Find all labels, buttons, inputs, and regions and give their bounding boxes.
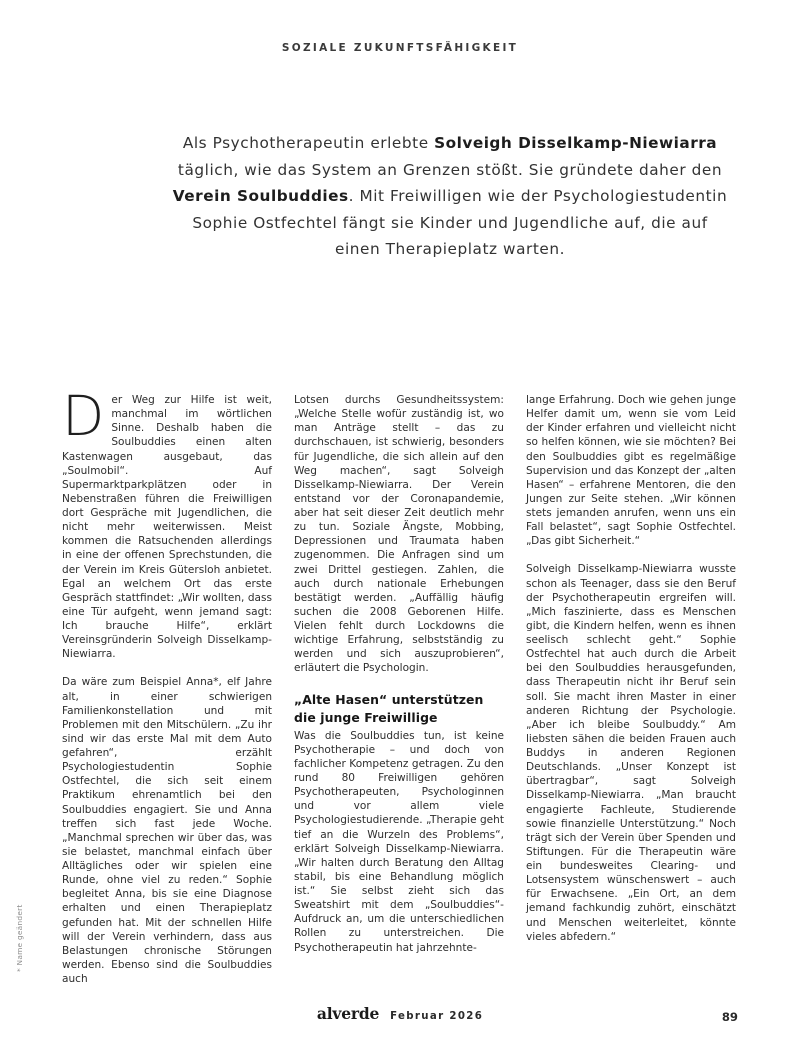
section-subheading	[294, 692, 504, 726]
page-number: 89	[721, 1010, 738, 1024]
footer-imprint	[317, 1004, 483, 1023]
body-paragraph: Was die Soulbuddies tun, ist keine Psychotherapie – und doch von fachlicher Kompetenz getragen. Zu den rund 80 Freiwilligen gehören Psychotherapeuten, Psychologinnen und vor allem viele Psychologiestudierende. „Therapie geht tief an die Wurzeln des Problems“, erklärt Solveigh Disselkamp-Niewiarra. „Wir halten durch Beratung den Alltag stabil, bis eine Behandlung möglich ist.“ Sie selbst zieht sich das Sweatshirt mit dem „Soulbuddies“-Aufdruck an, um die unterschiedlichen Rollen zu unterstreichen. Die Psychotherapeutin hat jahrzehnte-	[294, 729, 504, 954]
lead-highlight: Solveigh Disselkamp-Niewiarra	[434, 134, 718, 152]
lead-highlight: Verein Soulbuddies	[172, 187, 349, 205]
section-subheading-line-2: die junge Freiwillige	[294, 710, 438, 726]
issue-date: Februar 2026	[390, 1011, 484, 1022]
running-head: SOZIALE ZUKUNFTSFÄHIGKEIT	[281, 42, 519, 54]
page-footer	[62, 1004, 738, 1024]
body-column-3	[526, 393, 736, 986]
body-column-1	[62, 384, 272, 986]
lead-paragraph	[170, 130, 730, 263]
body-paragraph: Lotsen durchs Gesundheitssystem: „Welche Stelle wofür zuständig ist, wo man Anträge stellt – das zu durchschauen, ist schwierig, besonders für Jugendliche, die sich allein auf den Weg machen“, sagt Solveigh Disselkamp-Niewiarra. Der Verein entstand vor der Coronapandemie, aber hat seit dieser Zeit deutlich mehr zu tun. Soziale Ängste, Mobbing, Depressionen und Traumata haben zugenommen. Die Anfragen sind um zwei Drittel gestiegen. Zahlen, die auch durch nationale Erhebungen bestätigt werden. „Auffällig häufig suchen die 2008 Geborenen Hilfe. Vielen fehlt durch Lockdowns die wichtige Erfahrung, selbstständig zu werden und sich auszuprobieren“, erläutert die Psychologin.	[294, 394, 504, 675]
body-paragraph: Der Weg zur Hilfe ist weit, manchmal im wörtlichen Sinne. Deshalb haben die Soulbuddies einen alten Kastenwagen ausgebaut, das „Soulmobil“. Auf Supermarktparkplätzen oder in Nebenstraßen führen die Freiwilligen dort Gespräche mit Jugendlichen, die nicht mehr weiterwissen. Meist kommen die Ratsuchenden allerdings in eine der offenen Sprechstunden, die der Verein im Kreis Gütersloh anbietet. Egal an welchem Ort das erste Gespräch stattfindet: „Wir wollten, dass eine Tür aufgeht, wenn jemand sagt: Ich brauche Hilfe“, erklärt Vereinsgründerin Solveigh Disselkamp-Niewiarra.	[62, 384, 272, 661]
lead-text: täglich, wie das System an Grenzen stößt. Sie gründete daher den	[177, 160, 723, 179]
body-columns	[62, 384, 738, 986]
body-paragraph: Da wäre zum Beispiel Anna*, elf Jahre alt, in einer schwierigen Familienkonstellation und mit Problemen mit den Mitschülern. „Zu ihr sind wir das erste Mal mit dem Auto gefahren“, erzählt Psychologiestudentin Sophie Ostfechtel, die sich seit einem Praktikum ehrenamtlich bei den Soulbuddies engagiert. Sie und Anna treffen sich fast jede Woche. „Manchmal sprechen wir über das, was sie belastet, manchmal einfach über Alltägliches oder wir spielen eine Runde, ohne viel zu reden.“ Sophie begleitet Anna, bis sie eine Diagnose erhalten und einen Therapieplatz gefunden hat. Mit der schnellen Hilfe will der Verein verhindern, dass aus Belastungen chronische Störungen werden. Ebenso sind die Soulbuddies auch	[62, 676, 272, 986]
lead-text: . Mit Freiwilligen wie der Psychologiestudentin Sophie Ostfechtel fängt sie Kinder und Jugendliche auf, die auf einen Therapieplatz warten.	[192, 187, 728, 258]
body-paragraph: lange Erfahrung. Doch wie gehen junge Helfer damit um, wenn sie vom Leid der Kinder erfahren und vielleicht nicht so helfen können, wie sie möchten? Bei den Soulbuddies gibt es regelmäßige Supervision und das Konzept der „alten Hasen“ – erfahrene Mentoren, die den Jungen zur Seite stehen. „Wir können stets jemanden anrufen, wenn uns ein Fall belastet“, sagt Sophie Ostfechtel. „Das gibt Sicherheit.“	[526, 394, 736, 548]
footnote-name-changed: * Name geändert	[15, 904, 24, 972]
section-subheading-line-1: „Alte Hasen“ unterstützen	[294, 691, 484, 707]
body-column-2	[294, 393, 504, 986]
magazine-logo: alverde	[316, 1004, 380, 1023]
lead-text: Als Psychotherapeutin erlebte	[182, 134, 435, 152]
body-paragraph: Solveigh Disselkamp-Niewiarra wusste schon als Teenager, dass sie den Beruf der Psychotherapeutin ergreifen will. „Mich faszinierte, dass es Menschen gibt, die Kindern helfen, wenn es ihnen seelisch schlecht geht.“ Sophie Ostfechtel hat auch durch die Arbeit bei den Soulbuddies herausgefunden, dass Therapeutin nicht ihr Beruf sein soll. Sie macht ihren Master in einer anderen Richtung der Psychologie. „Aber ich bleibe Soulbuddy.“ Am liebsten sähen die beiden Frauen auch Buddys in anderen Regionen Deutschlands. „Unser Konzept ist übertragbar“, sagt Solveigh Disselkamp-Niewiarra. „Man braucht engagierte Fachleute, Studierende sowie finanzielle Unterstützung.“ Noch trägt sich der Verein über Spenden und Stiftungen. Für die Therapeutin wäre ein bundesweites Clearing- und Lotsensystem wünschenswert – auch für Erwachsene. „Ein Ort, an dem jemand fachkundig zuhört, einschätzt und Menschen weiterleitet, könnte vieles abfedern.“	[526, 563, 736, 943]
